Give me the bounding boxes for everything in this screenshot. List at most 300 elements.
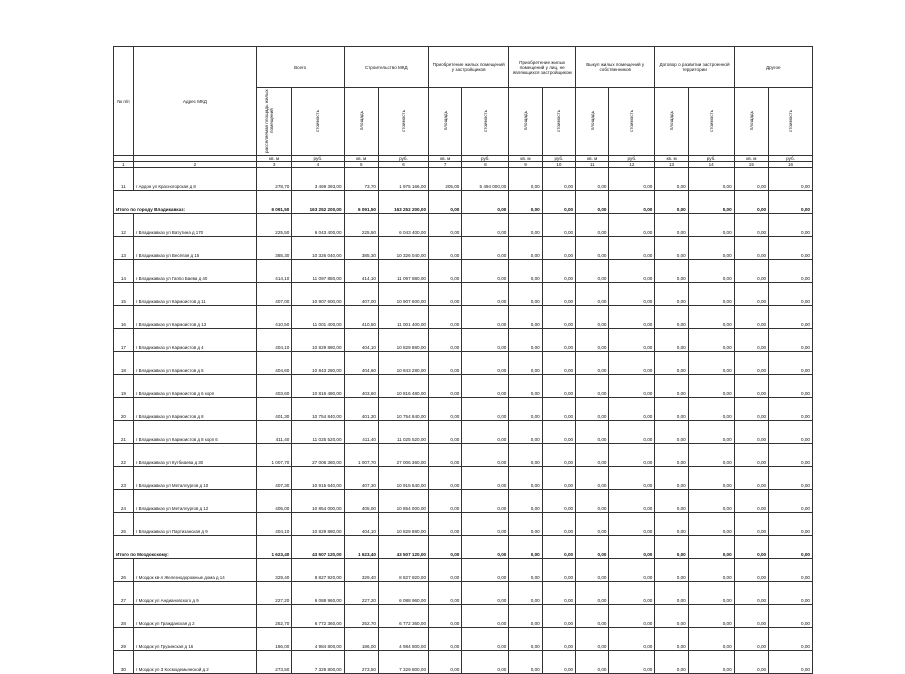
row-number: 15	[114, 283, 134, 306]
resettlement-table	[113, 46, 813, 674]
value-cell: 0,00	[734, 329, 768, 352]
row-number: 30	[114, 651, 134, 674]
value-cell: 0,00	[655, 582, 688, 605]
value-cell: 0,00	[576, 283, 609, 306]
table-row	[114, 329, 813, 352]
row-number: 14	[114, 260, 134, 283]
value-cell: 0,00	[576, 605, 609, 628]
column-number: 4	[292, 162, 344, 168]
unit-label: кв. м	[734, 156, 768, 162]
value-cell: 0,00	[769, 260, 813, 283]
value-cell: 0,00	[655, 467, 688, 490]
value-cell: 0,00	[462, 513, 509, 536]
value-cell: 8 827 920,00	[378, 559, 428, 582]
value-cell: 0,00	[769, 467, 813, 490]
value-cell: 0,00	[609, 237, 655, 260]
value-cell: 0,00	[576, 467, 609, 490]
value-cell: 0,00	[688, 536, 734, 559]
value-cell: 0,00	[509, 375, 542, 398]
table-row	[114, 651, 813, 674]
subheader-cell	[378, 88, 428, 156]
column-number: 2	[133, 162, 256, 168]
value-cell: 0,00	[429, 329, 462, 352]
value-cell: 6 772 360,00	[378, 605, 428, 628]
value-cell: 10 829 880,00	[292, 329, 344, 352]
column-number: 1	[114, 162, 134, 168]
table-row	[114, 467, 813, 490]
value-cell: 0,00	[462, 490, 509, 513]
value-cell: 0,00	[688, 467, 734, 490]
column-number: 12	[609, 162, 655, 168]
header-group-total: Всего	[256, 47, 344, 88]
value-cell: 0,00	[576, 628, 609, 651]
value-cell: 0,00	[655, 559, 688, 582]
value-cell: 0,00	[769, 490, 813, 513]
row-number: 28	[114, 605, 134, 628]
value-cell: 0,00	[509, 444, 542, 467]
value-cell: 0,00	[462, 375, 509, 398]
value-cell: 7 329 800,00	[292, 651, 344, 674]
value-cell: 0,00	[462, 536, 509, 559]
value-cell: 6 043 400,00	[378, 214, 428, 237]
value-cell: 0,00	[655, 283, 688, 306]
table-row	[114, 628, 813, 651]
subheader-label: стоимость	[482, 110, 488, 132]
subheader-cell	[429, 88, 462, 156]
row-address: г Владикавказ ул Гаппо Баева д 40	[133, 260, 256, 283]
header-group-non-developers: Приобретение жилых помещений у лиц, не являющихся застройщиком	[509, 47, 576, 88]
value-cell: 0,00	[429, 490, 462, 513]
subheader-label: стоимость	[629, 110, 635, 132]
row-number: 20	[114, 398, 134, 421]
value-cell: 0,00	[576, 398, 609, 421]
value-cell: 0,00	[769, 306, 813, 329]
value-cell: 0,00	[609, 214, 655, 237]
row-number: 27	[114, 582, 134, 605]
value-cell: 414,10	[256, 260, 291, 283]
value-cell: 0,00	[655, 628, 688, 651]
column-number: 7	[429, 162, 462, 168]
value-cell: 0,00	[688, 283, 734, 306]
value-cell: 0,00	[655, 352, 688, 375]
value-cell: 0,00	[576, 490, 609, 513]
table-row	[114, 559, 813, 582]
value-cell: 0,00	[688, 260, 734, 283]
value-cell: 0,00	[655, 605, 688, 628]
value-cell: 0,00	[509, 559, 542, 582]
value-cell: 403,60	[344, 375, 378, 398]
value-cell: 0,00	[509, 352, 542, 375]
value-cell: 0,00	[688, 168, 734, 191]
value-cell: 404,60	[344, 352, 378, 375]
header-group-buyout: Выкуп жилых помещений у собственников	[576, 47, 655, 88]
value-cell: 0,00	[734, 283, 768, 306]
value-cell: 0,00	[462, 237, 509, 260]
value-cell: 0,00	[688, 398, 734, 421]
row-number: 18	[114, 352, 134, 375]
row-address: г Владикавказ ул Весёлая д 15	[133, 237, 256, 260]
row-number: 13	[114, 237, 134, 260]
row-address: г Владикавказ ул Кармоистов д 11	[133, 283, 256, 306]
value-cell: 329,40	[256, 559, 291, 582]
column-number: 14	[688, 162, 734, 168]
value-cell: 0,00	[429, 444, 462, 467]
value-cell: 0,00	[576, 421, 609, 444]
value-cell: 0,00	[655, 191, 688, 214]
table-row	[114, 214, 813, 237]
value-cell: 0,00	[688, 651, 734, 674]
value-cell: 0,00	[462, 329, 509, 352]
value-cell: 0,00	[734, 513, 768, 536]
value-cell: 4 984 800,00	[378, 628, 428, 651]
unit-label: кв. м	[429, 156, 462, 162]
value-cell: 0,00	[688, 444, 734, 467]
value-cell: 407,30	[344, 467, 378, 490]
value-cell: 0,00	[462, 283, 509, 306]
subheader-label: расселяемая площадь жилых помещений	[264, 89, 275, 153]
unit-label: руб.	[292, 156, 344, 162]
row-address: г Владикавказ ул Кармоистов д 8 корп 6	[133, 421, 256, 444]
table-row	[114, 490, 813, 513]
row-number: 11	[114, 168, 134, 191]
subheader-label: стоимость	[315, 110, 321, 132]
value-cell: 0,00	[688, 490, 734, 513]
value-cell: 0,00	[429, 306, 462, 329]
value-cell: 10 907 600,00	[378, 283, 428, 306]
value-cell: 411,40	[344, 421, 378, 444]
row-address: г Владикавказ ул Партизанская д 9	[133, 513, 256, 536]
value-cell: 0,00	[576, 582, 609, 605]
value-cell: 0,00	[509, 536, 542, 559]
value-cell: 0,00	[734, 536, 768, 559]
subtotal-row	[114, 191, 813, 214]
value-cell: 0,00	[734, 490, 768, 513]
value-cell: 385,30	[256, 237, 291, 260]
value-cell: 7 329 800,00	[378, 651, 428, 674]
table-row	[114, 513, 813, 536]
value-cell: 0,00	[509, 513, 542, 536]
value-cell: 1 007,70	[256, 444, 291, 467]
row-address: г Моздок ул Гражданская д 2	[133, 605, 256, 628]
value-cell: 6 043 400,00	[292, 214, 344, 237]
value-cell: 0,00	[429, 283, 462, 306]
column-number: 13	[655, 162, 688, 168]
table-row	[114, 260, 813, 283]
subheader-cell	[344, 88, 378, 156]
value-cell: 0,00	[509, 237, 542, 260]
subheader-label: площадь	[442, 111, 448, 131]
value-cell: 0,00	[509, 168, 542, 191]
value-cell: 0,00	[542, 444, 575, 467]
header-group-other: Другое	[734, 47, 812, 88]
table-row	[114, 398, 813, 421]
value-cell: 0,00	[609, 490, 655, 513]
table-row	[114, 375, 813, 398]
value-cell: 407,00	[256, 283, 291, 306]
value-cell: 10 754 840,00	[292, 398, 344, 421]
row-address: г Владикавказ ул Кармоистов д 4	[133, 329, 256, 352]
column-number: 10	[542, 162, 575, 168]
value-cell: 0,00	[609, 375, 655, 398]
value-cell: 0,00	[429, 559, 462, 582]
row-address: г Владикавказ ул Кармоистов д 13	[133, 306, 256, 329]
value-cell: 0,00	[688, 214, 734, 237]
value-cell: 6 088 960,00	[378, 582, 428, 605]
value-cell: 411,40	[256, 421, 291, 444]
unit-label: руб.	[542, 156, 575, 162]
subheader-label: площадь	[748, 111, 754, 131]
value-cell: 0,00	[688, 513, 734, 536]
row-address: г Владикавказ ул Кармоистов д 8	[133, 398, 256, 421]
column-number: 15	[734, 162, 768, 168]
subheader-label: стоимость	[556, 110, 562, 132]
value-cell: 0,00	[462, 628, 509, 651]
value-cell: 11 097 880,00	[292, 260, 344, 283]
value-cell: 0,00	[734, 605, 768, 628]
column-number: 3	[256, 162, 291, 168]
value-cell: 1 975 166,00	[378, 168, 428, 191]
value-cell: 0,00	[769, 559, 813, 582]
value-cell: 0,00	[542, 559, 575, 582]
value-cell: 1 007,70	[344, 444, 378, 467]
unit-label: кв. м	[256, 156, 291, 162]
value-cell: 0,00	[462, 467, 509, 490]
value-cell: 404,60	[256, 352, 291, 375]
value-cell: 0,00	[542, 467, 575, 490]
value-cell: 404,10	[344, 513, 378, 536]
value-cell: 225,50	[256, 214, 291, 237]
value-cell: 401,30	[344, 398, 378, 421]
value-cell: 0,00	[429, 214, 462, 237]
value-cell: 4 984 800,00	[292, 628, 344, 651]
column-number: 8	[462, 162, 509, 168]
subheader-cell	[655, 88, 688, 156]
subheader-label: площадь	[669, 111, 675, 131]
value-cell: 0,00	[429, 260, 462, 283]
row-address: г Владикавказ ул Кутбиаева д 30	[133, 444, 256, 467]
value-cell: 404,10	[256, 513, 291, 536]
value-cell: 0,00	[609, 513, 655, 536]
value-cell: 0,00	[429, 605, 462, 628]
value-cell: 5 494 000,00	[462, 168, 509, 191]
value-cell: 0,00	[769, 352, 813, 375]
value-cell: 0,00	[509, 260, 542, 283]
value-cell: 225,50	[344, 214, 378, 237]
value-cell: 0,00	[734, 375, 768, 398]
value-cell: 0,00	[734, 168, 768, 191]
value-cell: 0,00	[688, 582, 734, 605]
value-cell: 0,00	[734, 260, 768, 283]
value-cell: 0,00	[542, 375, 575, 398]
value-cell: 0,00	[509, 490, 542, 513]
value-cell: 0,00	[462, 352, 509, 375]
unit-label: руб.	[609, 156, 655, 162]
value-cell: 410,50	[256, 306, 291, 329]
value-cell: 0,00	[769, 398, 813, 421]
value-cell: 0,00	[462, 605, 509, 628]
value-cell: 0,00	[734, 559, 768, 582]
value-cell: 0,00	[429, 628, 462, 651]
value-cell: 10 843 280,00	[292, 352, 344, 375]
value-cell: 0,00	[655, 444, 688, 467]
value-cell: 0,00	[576, 651, 609, 674]
table-row	[114, 605, 813, 628]
value-cell: 0,00	[769, 536, 813, 559]
value-cell: 0,00	[576, 168, 609, 191]
value-cell: 0,00	[542, 628, 575, 651]
subheader-label: стоимость	[400, 110, 406, 132]
value-cell: 0,00	[429, 398, 462, 421]
subheader-label: площадь	[358, 111, 364, 131]
value-cell: 10 829 880,00	[292, 513, 344, 536]
value-cell: 6 088 960,00	[292, 582, 344, 605]
table-row	[114, 352, 813, 375]
table-row	[114, 582, 813, 605]
subheader-cell	[734, 88, 768, 156]
value-cell: 0,00	[655, 214, 688, 237]
value-cell: 0,00	[688, 628, 734, 651]
subheader-label: площадь	[589, 111, 595, 131]
row-address: г Владикавказ ул Кармоистов д 6 корп	[133, 375, 256, 398]
row-number: 12	[114, 214, 134, 237]
subheader-cell	[462, 88, 509, 156]
value-cell: 0,00	[509, 628, 542, 651]
value-cell: 0,00	[542, 191, 575, 214]
subheader-cell	[688, 88, 734, 156]
value-cell: 0,00	[609, 191, 655, 214]
value-cell: 0,00	[609, 283, 655, 306]
row-number: 29	[114, 628, 134, 651]
value-cell: 0,00	[769, 651, 813, 674]
row-number: 19	[114, 375, 134, 398]
value-cell: 0,00	[462, 306, 509, 329]
value-cell: 0,00	[769, 444, 813, 467]
column-number: 6	[378, 162, 428, 168]
unit-label: кв. м	[344, 156, 378, 162]
unit-label: руб.	[378, 156, 428, 162]
value-cell: 0,00	[542, 582, 575, 605]
value-cell: 227,20	[256, 582, 291, 605]
value-cell: 0,00	[542, 536, 575, 559]
header-group-developers: Приобретение жилых помещений у застройщиков	[429, 47, 509, 88]
column-number: 5	[344, 162, 378, 168]
value-cell: 0,00	[542, 398, 575, 421]
value-cell: 0,00	[734, 467, 768, 490]
value-cell: 0,00	[542, 260, 575, 283]
value-cell: 0,00	[769, 628, 813, 651]
row-address: г Владикавказ ул Ватутина д 170	[133, 214, 256, 237]
value-cell: 0,00	[509, 191, 542, 214]
header-no: № п/п	[114, 47, 134, 156]
value-cell: 0,00	[769, 329, 813, 352]
value-cell: 0,00	[734, 582, 768, 605]
value-cell: 0,00	[429, 582, 462, 605]
value-cell: 0,00	[655, 237, 688, 260]
unit-label: руб.	[688, 156, 734, 162]
value-cell: 0,00	[688, 329, 734, 352]
value-cell: 407,00	[344, 283, 378, 306]
subheader-cell	[256, 88, 291, 156]
value-cell: 0,00	[655, 398, 688, 421]
value-cell: 0,00	[509, 582, 542, 605]
value-cell: 0,00	[429, 536, 462, 559]
subheader-label: стоимость	[788, 110, 794, 132]
row-number: 23	[114, 467, 134, 490]
value-cell: 0,00	[734, 628, 768, 651]
value-cell: 273,50	[344, 651, 378, 674]
subheader-cell	[292, 88, 344, 156]
value-cell: 10 854 000,00	[378, 490, 428, 513]
value-cell: 0,00	[542, 214, 575, 237]
value-cell: 0,00	[509, 283, 542, 306]
value-cell: 0,00	[509, 421, 542, 444]
value-cell: 10 829 880,00	[378, 513, 428, 536]
value-cell: 401,30	[256, 398, 291, 421]
value-cell: 0,00	[688, 559, 734, 582]
value-cell: 0,00	[429, 352, 462, 375]
value-cell: 0,00	[769, 237, 813, 260]
row-number: 16	[114, 306, 134, 329]
value-cell: 0,00	[734, 444, 768, 467]
subheader-cell	[542, 88, 575, 156]
value-cell: 0,00	[576, 444, 609, 467]
value-cell: 0,00	[688, 421, 734, 444]
value-cell: 404,10	[256, 329, 291, 352]
value-cell: 6 772 360,00	[292, 605, 344, 628]
header-address: Адрес МКД	[133, 47, 256, 156]
value-cell: 3 469 393,00	[292, 168, 344, 191]
subheader-cell	[509, 88, 542, 156]
value-cell: 0,00	[542, 329, 575, 352]
value-cell: 0,00	[542, 306, 575, 329]
column-number: 11	[576, 162, 609, 168]
value-cell: 0,00	[462, 582, 509, 605]
value-cell: 0,00	[609, 398, 655, 421]
value-cell: 73,70	[344, 168, 378, 191]
value-cell: 0,00	[429, 651, 462, 674]
row-address: г Владикавказ ул Металлургов д 12	[133, 490, 256, 513]
value-cell: 404,10	[344, 329, 378, 352]
column-number: 16	[769, 162, 813, 168]
value-cell: 0,00	[542, 352, 575, 375]
subheader-label: площадь	[523, 111, 528, 131]
value-cell: 0,00	[542, 513, 575, 536]
row-number: 24	[114, 490, 134, 513]
value-cell: 0,00	[576, 191, 609, 214]
value-cell: 0,00	[734, 421, 768, 444]
value-cell: 0,00	[609, 651, 655, 674]
row-address: г Моздок ул З Космодемьянской д 2	[133, 651, 256, 674]
value-cell: 0,00	[688, 191, 734, 214]
value-cell: 0,00	[609, 306, 655, 329]
value-cell: 11 097 880,00	[378, 260, 428, 283]
value-cell: 0,00	[462, 559, 509, 582]
value-cell: 0,00	[509, 605, 542, 628]
value-cell: 0,00	[655, 490, 688, 513]
value-cell: 11 001 400,00	[292, 306, 344, 329]
value-cell: 0,00	[609, 168, 655, 191]
value-cell: 11 025 520,00	[292, 421, 344, 444]
row-address: г Моздок кв-л Железнодорожные дома д 14	[133, 559, 256, 582]
value-cell: 186,00	[344, 628, 378, 651]
value-cell: 0,00	[609, 605, 655, 628]
value-cell: 0,00	[576, 214, 609, 237]
value-cell: 252,70	[256, 605, 291, 628]
value-cell: 407,30	[256, 467, 291, 490]
value-cell: 0,00	[734, 306, 768, 329]
value-cell: 1 623,40	[256, 536, 291, 559]
value-cell: 0,00	[576, 329, 609, 352]
